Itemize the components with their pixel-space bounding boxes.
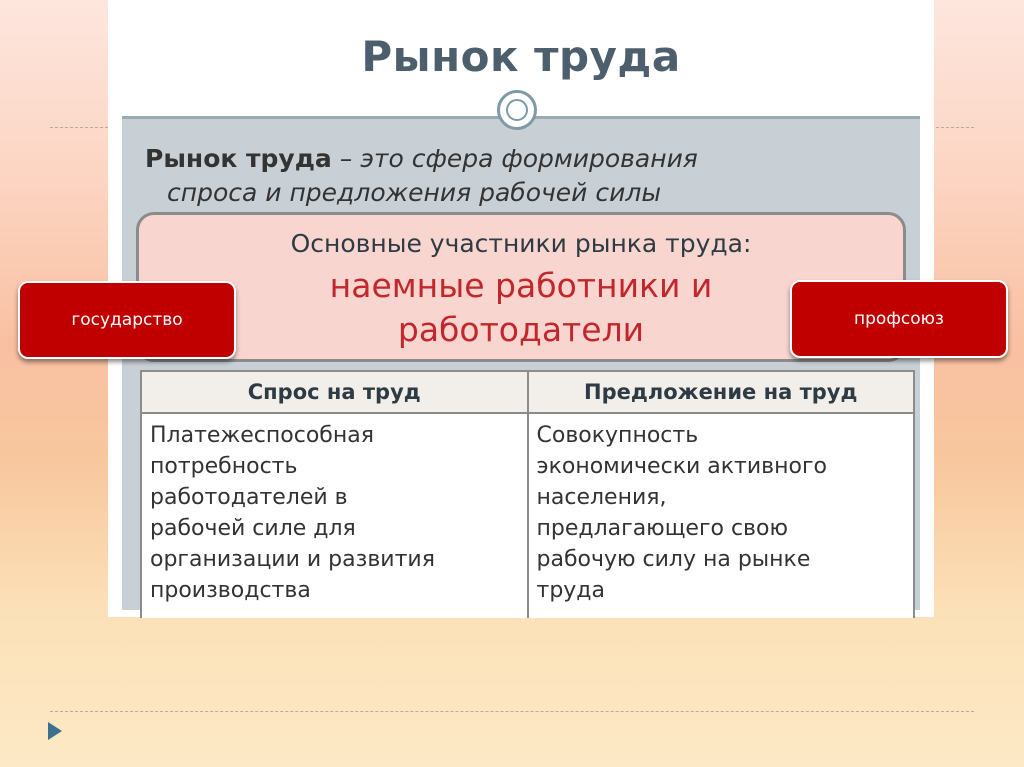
supply-line: предлагающего свою <box>536 516 789 541</box>
demand-line: Платежеспособная <box>150 423 374 448</box>
demand-line: рабочей силе для <box>150 516 356 541</box>
circle-ornament-icon <box>497 90 537 130</box>
supply-line: Совокупность <box>536 423 699 448</box>
demand-line: производства <box>150 578 311 603</box>
supply-line: экономически активного <box>536 454 827 479</box>
participants-main <box>139 264 903 352</box>
demand-line: потребность <box>150 454 298 479</box>
definition-text <box>145 142 885 210</box>
header-demand: Спрос на труд <box>141 371 528 413</box>
table-header-row <box>141 371 914 413</box>
cell-demand <box>141 413 528 618</box>
cell-supply <box>528 413 915 618</box>
supply-demand-table <box>140 370 915 618</box>
supply-line: населения, <box>536 485 667 510</box>
state-button-label: государство <box>71 310 183 330</box>
trade-union-button-label: профсоюз <box>854 309 944 329</box>
page-title: Рынок труда <box>361 32 681 81</box>
definition-rest-line2: спроса и предложения рабочей силы <box>167 178 662 207</box>
participants-line1: наемные работники и <box>329 266 713 305</box>
bottom-divider <box>50 711 974 712</box>
table-row <box>141 413 914 618</box>
state-button[interactable] <box>18 281 236 359</box>
triangle-right-icon[interactable] <box>48 722 62 740</box>
participants-line2: работодатели <box>397 310 645 349</box>
supply-line: труда <box>536 578 605 603</box>
trade-union-button[interactable] <box>790 280 1008 358</box>
header-supply: Предложение на труд <box>528 371 915 413</box>
definition-term: Рынок труда <box>145 144 332 173</box>
participants-heading: Основные участники рынка труда: <box>290 229 752 258</box>
definition-rest-line1: – это сфера формирования <box>331 144 698 173</box>
demand-line: работодателей в <box>150 485 348 510</box>
supply-line: рабочую силу на рынке <box>536 547 811 572</box>
demand-line: организации и развития <box>150 547 435 572</box>
